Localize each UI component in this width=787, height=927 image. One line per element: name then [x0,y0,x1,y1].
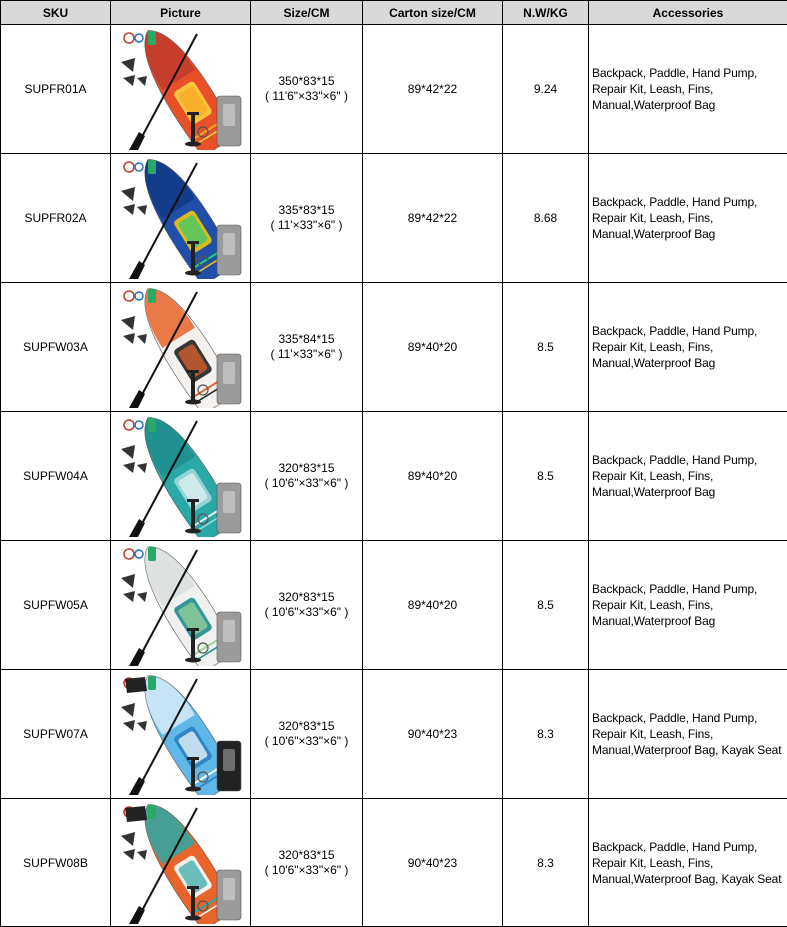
size-cell [251,154,363,283]
accessories-cell: Backpack, Paddle, Hand Pump, Repair Kit, Leash, Fins, Manual,Waterproof Bag [589,154,787,283]
size-cm: 335*84*15 [278,332,335,346]
header-accessories: Accessories [589,1,787,25]
net-weight-cell: 8.5 [503,412,589,541]
accessories-cell: Backpack, Paddle, Hand Pump, Repair Kit, Leash, Fins, Manual,Waterproof Bag [589,412,787,541]
header-row [1,1,787,25]
size-cell [251,799,363,927]
sku-cell: SUPFW05A [1,541,111,670]
size-cm: 350*83*15 [278,74,335,88]
table-row [1,670,787,799]
accessories-cell: Backpack, Paddle, Hand Pump, Repair Kit, Leash, Fins, Manual,Waterproof Bag [589,541,787,670]
header-carton-size: Carton size/CM [363,1,503,25]
size-cell [251,541,363,670]
accessories-cell: Backpack, Paddle, Hand Pump, Repair Kit, Leash, Fins, Manual,Waterproof Bag, Kayak Seat [589,799,787,927]
picture-cell [111,283,251,412]
sku-cell: SUPFW07A [1,670,111,799]
paddle-board-kit-icon [115,28,247,150]
header-sku: SKU [1,1,111,25]
paddle-board-kit-icon [115,673,247,795]
size-cell [251,25,363,154]
header-picture: Picture [111,1,251,25]
table-row [1,25,787,154]
size-ft: ( 10'6"×33"×6" ) [264,476,349,490]
carton-size-cell: 89*40*20 [363,283,503,412]
size-cm: 335*83*15 [278,203,335,217]
size-cell [251,412,363,541]
picture-cell [111,412,251,541]
table-row [1,412,787,541]
picture-cell [111,154,251,283]
carton-size-cell: 90*40*23 [363,799,503,927]
paddle-board-kit-icon [115,286,247,408]
net-weight-cell: 8.5 [503,541,589,670]
table-row [1,799,787,927]
net-weight-cell: 8.5 [503,283,589,412]
header-net-weight: N.W/KG [503,1,589,25]
paddle-board-kit-icon [115,802,247,924]
size-cm: 320*83*15 [278,590,335,604]
picture-cell [111,670,251,799]
size-cell [251,670,363,799]
accessories-cell: Backpack, Paddle, Hand Pump, Repair Kit, Leash, Fins, Manual,Waterproof Bag, Kayak Seat [589,670,787,799]
net-weight-cell: 8.3 [503,799,589,927]
carton-size-cell: 89*40*20 [363,412,503,541]
carton-size-cell: 89*42*22 [363,25,503,154]
accessories-cell: Backpack, Paddle, Hand Pump, Repair Kit, Leash, Fins, Manual,Waterproof Bag [589,25,787,154]
size-ft: ( 11'6"×33"×6" ) [265,89,348,103]
picture-cell [111,799,251,927]
net-weight-cell: 8.68 [503,154,589,283]
carton-size-cell: 89*40*20 [363,541,503,670]
size-cm: 320*83*15 [278,847,335,862]
table-row [1,541,787,670]
sku-cell: SUPFR02A [1,154,111,283]
carton-size-cell: 90*40*23 [363,670,503,799]
sku-cell: SUPFR01A [1,25,111,154]
size-cm: 320*83*15 [278,461,335,475]
paddle-board-kit-icon [115,544,247,666]
net-weight-cell: 8.3 [503,670,589,799]
size-ft: ( 10'6"×33"×6" ) [264,734,349,748]
sku-cell: SUPFW04A [1,412,111,541]
carton-size-cell: 89*42*22 [363,154,503,283]
accessories-cell: Backpack, Paddle, Hand Pump, Repair Kit, Leash, Fins, Manual,Waterproof Bag [589,283,787,412]
net-weight-cell: 9.24 [503,25,589,154]
paddle-board-kit-icon [115,415,247,537]
picture-cell [111,541,251,670]
size-ft: ( 11'×33"×6" ) [270,347,343,361]
size-ft: ( 10'6"×33"×6" ) [264,862,349,877]
table-row [1,154,787,283]
sku-cell: SUPFW03A [1,283,111,412]
size-cm: 320*83*15 [278,719,335,733]
sku-cell: SUPFW08B [1,799,111,927]
header-size: Size/CM [251,1,363,25]
table-row [1,283,787,412]
size-ft: ( 11'×33"×6" ) [270,218,343,232]
size-ft: ( 10'6"×33"×6" ) [264,605,349,619]
size-cell [251,283,363,412]
paddle-board-kit-icon [115,157,247,279]
picture-cell [111,25,251,154]
